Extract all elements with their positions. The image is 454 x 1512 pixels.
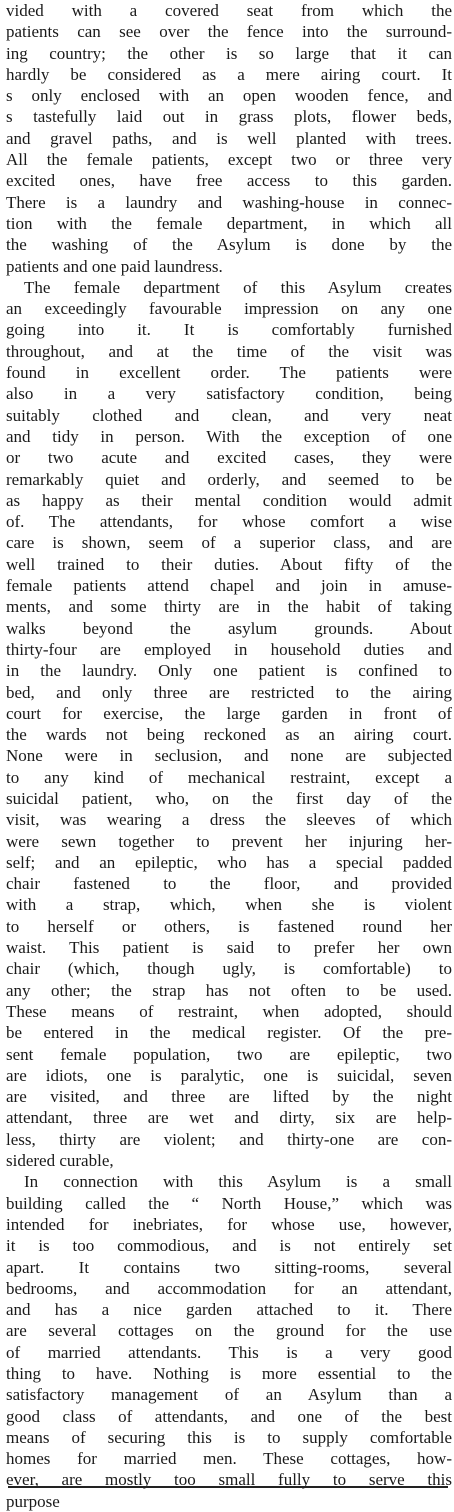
text-line: and has a nice garden attached to it. There [6, 1300, 452, 1320]
text-line: it is too commodious, and is not entirely set [6, 1236, 452, 1256]
text-line: ing country; the other is so large that it can [6, 43, 452, 63]
text-line: of. The attendants, for whose comfort a wise [6, 512, 452, 532]
text-line: patients and one paid laundress. [6, 256, 223, 276]
text-line: are idiots, one is paralytic, one is suicidal, seven [6, 1065, 452, 1085]
text-line: building called the “ North House,” which was [6, 1193, 452, 1213]
text-line: female patients attend chapel and join in amuse- [6, 576, 452, 596]
text-line: satisfactory management of an Asylum than a [6, 1385, 452, 1405]
text-line: any other; the strap has not often to be used. [6, 980, 452, 1000]
text-line: to herself or others, is fastened round her [6, 916, 452, 936]
text-line: were sewn together to prevent her injuring her- [6, 831, 452, 851]
text-line: of married attendants. This is a very good [6, 1342, 452, 1362]
text-line: care is shown, seem of a superior class, and are [6, 533, 452, 553]
text-line: sidered curable, [6, 1151, 114, 1171]
text-line: with a strap, which, when she is violent [6, 895, 452, 915]
text-line: court for exercise, the large garden in front of [6, 703, 452, 723]
text-line: in the laundry. Only one patient is confined to [6, 661, 452, 681]
text-line: There is a laundry and washing-house in connec- [6, 192, 452, 212]
text-line: suicidal patient, who, on the first day of the [6, 788, 452, 808]
text-line: the washing of the Asylum is done by the [6, 235, 452, 255]
text-line: and gravel paths, and is well planted with trees. [6, 128, 452, 148]
text-line: visit, was wearing a dress the sleeves of which [6, 810, 452, 830]
text-line: also in a very satisfactory condition, being [6, 384, 452, 404]
text-line: or two acute and excited cases, they were [6, 448, 452, 468]
text-line: good class of attendants, and one of the best [6, 1406, 452, 1426]
text-line: All the female patients, except two or three very [6, 150, 452, 170]
text-line: self; and an epileptic, who has a special padded [6, 852, 452, 872]
text-line: purpose [6, 1491, 60, 1511]
text-line: patients can see over the fence into the surround- [6, 22, 452, 42]
text-line: and tidy in person. With the exception of one [6, 426, 452, 446]
text-line: an exceedingly favourable impression on any one [6, 299, 452, 319]
text-line: apart. It contains two sitting-rooms, several [6, 1257, 452, 1277]
text-line: thirty-four are employed in household duties and [6, 639, 452, 659]
text-line: ever, are mostly too small fully to serve this [6, 1470, 452, 1490]
text-line: The female department of this Asylum creates [24, 277, 452, 297]
text-line: throughout, and at the time of the visit was [6, 341, 452, 361]
text-line: bedrooms, and accommodation for an attendant, [6, 1278, 452, 1298]
text-line: homes for married men. These cottages, how- [6, 1449, 452, 1469]
text-line: sent female population, two are epileptic, two [6, 1044, 452, 1064]
text-line: well trained to their duties. About fifty of the [6, 554, 452, 574]
text-line: the wards not being reckoned as an airing court. [6, 725, 452, 745]
text-line: remarkably quiet and orderly, and seemed to be [6, 469, 452, 489]
text-line: These means of restraint, when adopted, should [6, 1001, 452, 1021]
text-line: to any kind of mechanical restraint, except a [6, 767, 452, 787]
text-line: tion with the female department, in which all [6, 213, 452, 233]
text-line: None were in seclusion, and none are subjected [6, 746, 452, 766]
text-line: attendant, three are wet and dirty, six are help- [6, 1108, 452, 1128]
text-line: s only enclosed with an open wooden fence, and [6, 86, 452, 106]
text-line: found in excellent order. The patients were [6, 363, 452, 383]
column-end-rule [8, 1486, 448, 1488]
text-line: suitably clothed and clean, and very neat [6, 405, 452, 425]
newspaper-column [6, 0, 452, 1512]
text-line: means of securing this is to supply comfortable [6, 1427, 452, 1447]
text-line: be entered in the medical register. Of the pre- [6, 1023, 452, 1043]
text-line: thing to have. Nothing is more essential to the [6, 1364, 452, 1383]
text-line: hardly be considered as a mere airing court. It [6, 64, 452, 84]
text-line: excited ones, have free access to this garden. [6, 171, 452, 191]
text-line: walks beyond the asylum grounds. About [6, 618, 452, 638]
text-line: chair fastened to the floor, and provided [6, 874, 452, 894]
text-line: are visited, and three are lifted by the night [6, 1087, 452, 1107]
text-line: bed, and only three are restricted to the airing [6, 682, 452, 702]
text-line: vided with a covered seat from which the [6, 1, 452, 20]
text-line: waist. This patient is said to prefer her own [6, 938, 452, 958]
text-line: as happy as their mental condition would admit [6, 490, 452, 510]
text-line: In connection with this Asylum is a small [24, 1172, 452, 1192]
text-line: going into it. It is comfortably furnished [6, 320, 452, 340]
text-line: are several cottages on the ground for the use [6, 1321, 452, 1341]
text-line: ments, and some thirty are in the habit of taking [6, 597, 452, 617]
text-line: intended for inebriates, for whose use, however, [6, 1214, 452, 1234]
text-line: less, thirty are violent; and thirty-one are con- [6, 1129, 452, 1149]
text-line: s tastefully laid out in grass plots, flower beds, [6, 107, 452, 127]
text-line: chair (which, though ugly, is comfortable) to [6, 959, 452, 979]
